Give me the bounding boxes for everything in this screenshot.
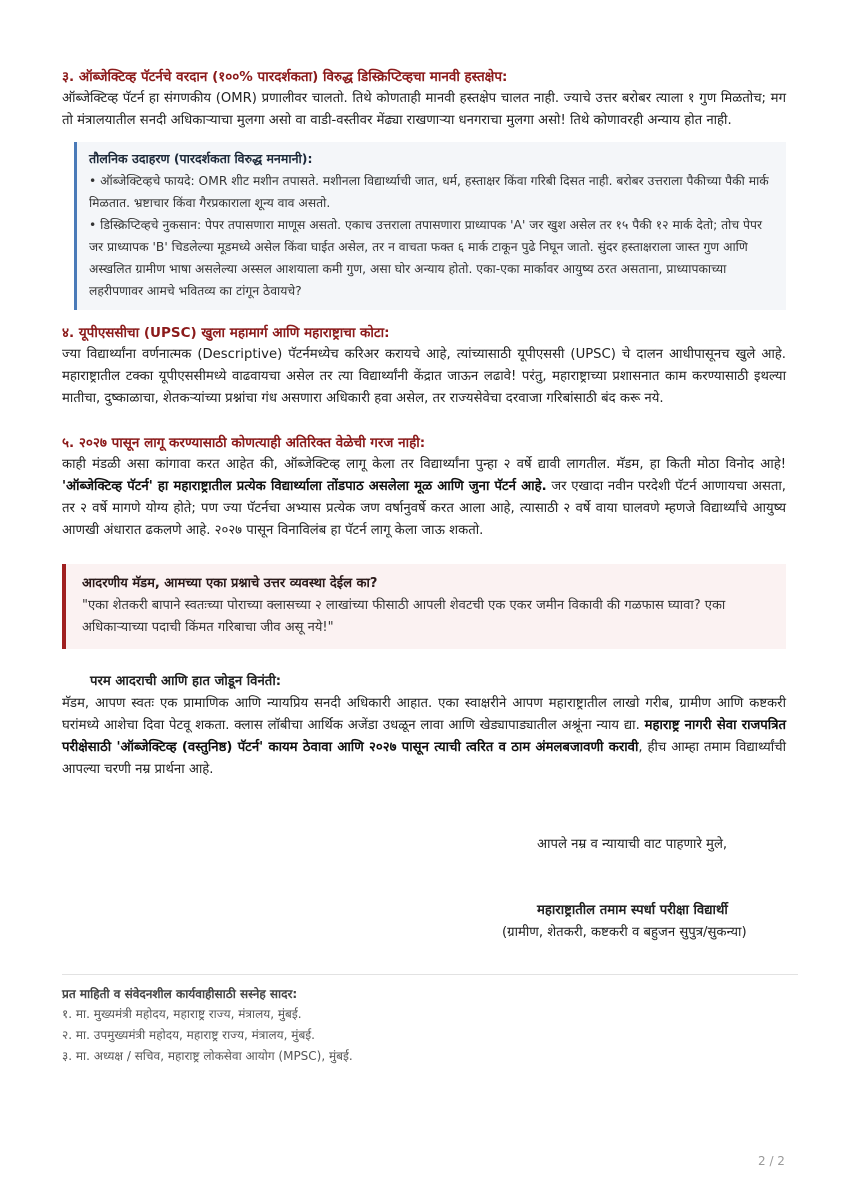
copy-to-item: १. मा. मुख्यमंत्री महोदय, महाराष्ट्र राज्य, मंत्रालय, मुंबई. [62,1007,302,1021]
section-3-paragraph: ऑब्जेक्टिव्ह पॅटर्न हा संगणकीय (OMR) प्रणालीवर चालतो. तिथे कोणताही मानवी हस्तक्षेप चालत नाही. ज्याचे उत्तर बरोबर त्याला १ गुण मिळतोच; मग तो मंत्रालयातील सनदी अधिकाऱ्याचा मुलगा असो वा वाडी-वस्तीवर मेंढ्या राखणाऱ्या धनगराचा मुलगा असो! तिथे कोणावरही अन्याय होत नाही. [62,91,786,128]
signatory-subtitle: (ग्रामीण, शेतकरी, कष्टकरी व बहुजन सुपुत्र/सुकन्या) [502,925,747,940]
comparison-box-title: तौलनिक उदाहरण (पारदर्शकता विरुद्ध मनमानी): [89,151,313,166]
copy-to-item: ३. मा. अध्यक्ष / सचिव, महाराष्ट्र लोकसेवा आयोग (MPSC), मुंबई. [62,1049,353,1063]
copy-to-list [62,1004,353,1067]
question-callout [62,564,786,649]
question-callout-text: "एका शेतकरी बापाने स्वतःच्या पोराच्या क्लासच्या २ लाखांच्या फीसाठी आपली शेवटची एक एकर जमीन विकावी की गळफास घ्यावा? एका अधिकाऱ्याच्या पदाची किंमत गरिबाचा जीव असू नये!" [82,598,726,635]
section-4-title: ४. यूपीएससीचा (UPSC) खुला महामार्ग आणि महाराष्ट्राचा कोटा: [62,325,390,341]
page-number: 2 / 2 [758,1154,785,1168]
request-title: परम आदराची आणि हात जोडून विनंती: [90,674,282,689]
closing-line: आपले नम्र व न्यायाची वाट पाहणारे मुले, [537,837,728,852]
request-text-b: , हीच आम्हा तमाम विद्यार्थ्यांची आपल्या चरणी नम्र प्रार्थना आहे. [62,740,786,777]
section-5-emphasis: 'ऑब्जेक्टिव्ह पॅटर्न' हा महाराष्ट्रातील प्रत्येक विद्यार्थ्याला तोंडपाठ असलेला मूळ आणि जुना पॅटर्न आहे. [62,479,547,494]
copy-to-item: २. मा. उपमुख्यमंत्री महोदय, महाराष्ट्र राज्य, मंत्रालय, मुंबई. [62,1028,316,1042]
comparison-item-objective: • ऑब्जेक्टिव्हचे फायदे: OMR शीट मशीन तपासते. मशीनला विद्यार्थ्याची जात, धर्म, हस्ताक्षर किंवा गरिबी दिसत नाही. बरोबर उत्तराला पैकीच्या पैकी मार्क मिळतात. भ्रष्टाचार किंवा गैरप्रकाराला शून्य वाव असतो. [89,174,769,210]
section-5-paragraph [62,454,786,542]
footer-divider [62,974,798,975]
request-paragraph [62,693,786,781]
comparison-item-descriptive: • डिस्क्रिप्टिव्हचे नुकसान: पेपर तपासणारा माणूस असतो. एकाच उत्तराला तपासणारा प्राध्यापक 'A' जर खुश असेल तर १५ पैकी १२ मार्क देतो; तोच पेपर जर प्राध्यापक 'B' चिडलेल्या मूडमध्ये असेल किंवा घाईत असेल, तर न वाचता फक्त ६ मार्क टाकून पुढे निघून जातो. सुंदर हस्ताक्षराला जास्त गुण आणि अस्खलित ग्रामीण भाषा असलेल्या अस्सल आशयाला कमी गुण, असा घोर अन्याय होतो. एका-एका मार्कावर आयुष्य ठरत असताना, प्राध्यापकाच्या लहरीपणावर आमचे भवितव्य का टांगून ठेवायचे? [89,218,763,298]
question-callout-title: आदरणीय मॅडम, आमच्या एका प्रश्नाचे उत्तर व्यवस्था देईल का? [82,576,378,591]
section-5-title: ५. २०२७ पासून लागू करण्यासाठी कोणत्याही अतिरिक्त वेळेची गरज नाही: [62,435,426,451]
request-text-a: मॅडम, आपण स्वतः एक प्रामाणिक आणि न्यायप्रिय सनदी अधिकारी आहात. एका स्वाक्षरीने आपण महाराष्ट्रातील लाखो गरीब, ग्रामीण आणि कष्टकरी घरांमध्ये आशेचा दिवा पेटवू शकता. क्लास लॉबीचा आर्थिक अजेंडा उधळून लावा आणि खेड्यापाड्यातील अश्रूंना न्याय द्या. [62,696,786,733]
comparison-box [74,142,786,310]
request-emphasis: महाराष्ट्र नागरी सेवा राजपत्रित परीक्षेसाठी 'ऑब्जेक्टिव्ह (वस्तुनिष्ठ) पॅटर्न' कायम ठेवावा आणि २०२७ पासून त्याची त्वरित व ठाम अंमलबजावणी करावी [62,718,786,755]
section-3-title: ३. ऑब्जेक्टिव्ह पॅटर्नचे वरदान (१००% पारदर्शकता) विरुद्ध डिस्क्रिप्टिव्हचा मानवी हस्तक्षेप: [62,69,508,85]
section-5-text-b: जर एखादा नवीन परदेशी पॅटर्न आणायचा असता, तर २ वर्षे मागणे योग्य होते; पण ज्या पॅटर्नचा अभ्यास प्रत्येक जण वर्षानुवर्षे करत आला आहे, त्यासाठी २ वर्षे वाया घालवणे म्हणजे विद्यार्थ्यांचे आयुष्य आणखी अंधारात ढकलणे आहे. २०२७ पासून विनाविलंब हा पॅटर्न लागू केला जाऊ शकतो. [62,479,786,538]
section-5-text-a: काही मंडळी असा कांगावा करत आहेत की, ऑब्जेक्टिव्ह लागू केला तर विद्यार्थ्यांना पुन्हा २ वर्षे द्यावी लागतील. मॅडम, हा किती मोठा विनोद आहे! [62,457,786,472]
signatory-name: महाराष्ट्रातील तमाम स्पर्धा परीक्षा विद्यार्थी [537,903,728,918]
copy-to-title: प्रत माहिती व संवेदनशील कार्यवाहीसाठी सस्नेह सादर: [62,987,298,1001]
document-page [62,66,786,1063]
section-4-paragraph: ज्या विद्यार्थ्यांना वर्णनात्मक (Descriptive) पॅटर्नमध्येच करिअर करायचे आहे, त्यांच्यासाठी यूपीएससी (UPSC) चे दालन आधीपासूनच खुले आहे. महाराष्ट्रातील टक्का यूपीएससीमध्ये वाढवायचा असेल तर त्या विद्यार्थ्यांनी केंद्रात जाऊन लढावे! परंतु, महाराष्ट्राच्या प्रशासनात काम करण्यासाठी इथल्या मातीचा, दुष्काळाचा, शेतकऱ्यांच्या प्रश्नांचा गंध असणारा अधिकारी हवा असेल, तर राज्यसेवेचा दरवाजा गरिबांसाठी बंद करू नये. [62,347,786,406]
